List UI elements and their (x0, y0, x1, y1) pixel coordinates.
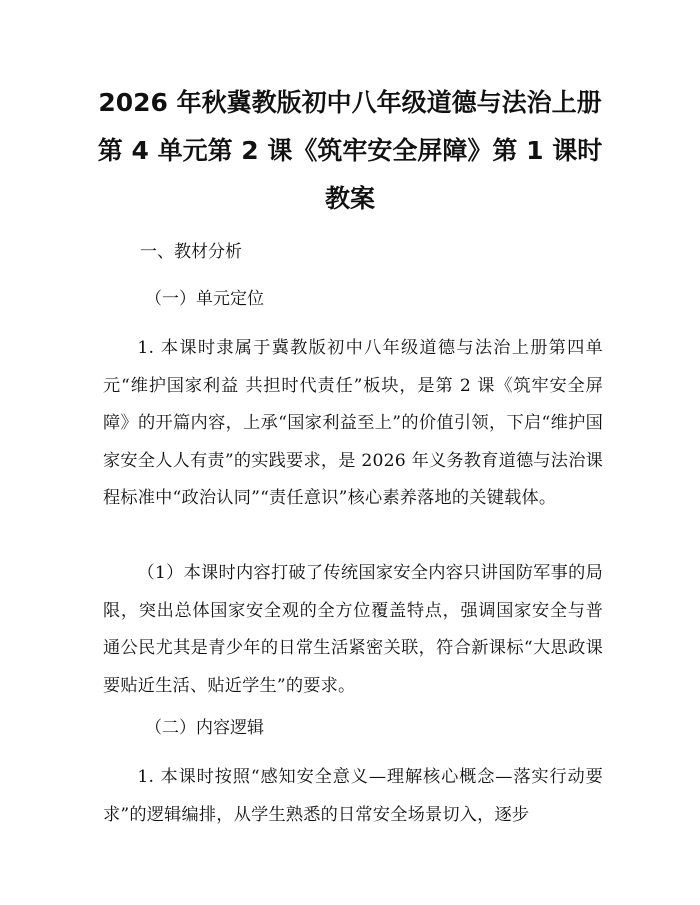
document-title-line-3: 教案 (324, 184, 375, 213)
body-paragraph-2: （1）本课时内容打破了传统国家安全内容只讲国防军事的局限，突出总体国家安全观的全方位覆盖特点，强调国家安全与普通公民尤其是青少年的日常生活紧密关联，符合新课标“大思政课要贴近生活、贴近学生”的要求。 (103, 563, 603, 696)
section-heading-teaching-material-analysis: 一、教材分析 (140, 242, 242, 262)
document-title-line-2: 第 4 单元第 2 课《筑牢安全屏障》第 1 课时 (97, 136, 603, 165)
body-paragraph-3: 1. 本课时按照“感知安全意义—理解核心概念—落实行动要求”的逻辑编排，从学生熟悉的日常安全场景切入，逐步 (103, 767, 603, 825)
subsection-heading-content-logic: （二）内容逻辑 (145, 718, 264, 738)
document-title-line-1: 2026 年秋冀教版初中八年级道德与法治上册 (98, 88, 602, 117)
body-paragraph-1: 1. 本课时隶属于冀教版初中八年级道德与法治上册第四单元“维护国家利益 共担时代责任”板块，是第 2 课《筑牢安全屏障》的开篇内容，上承“国家利益至上”的价值引领，下启“维护国家安全人人有责”的实践要求，是 2026 年义务教育道德与法治课程标准中“政治认同”“责任意识”核心素养落地的关键载体。 (103, 338, 603, 508)
subsection-heading-unit-positioning: （一）单元定位 (145, 289, 264, 309)
